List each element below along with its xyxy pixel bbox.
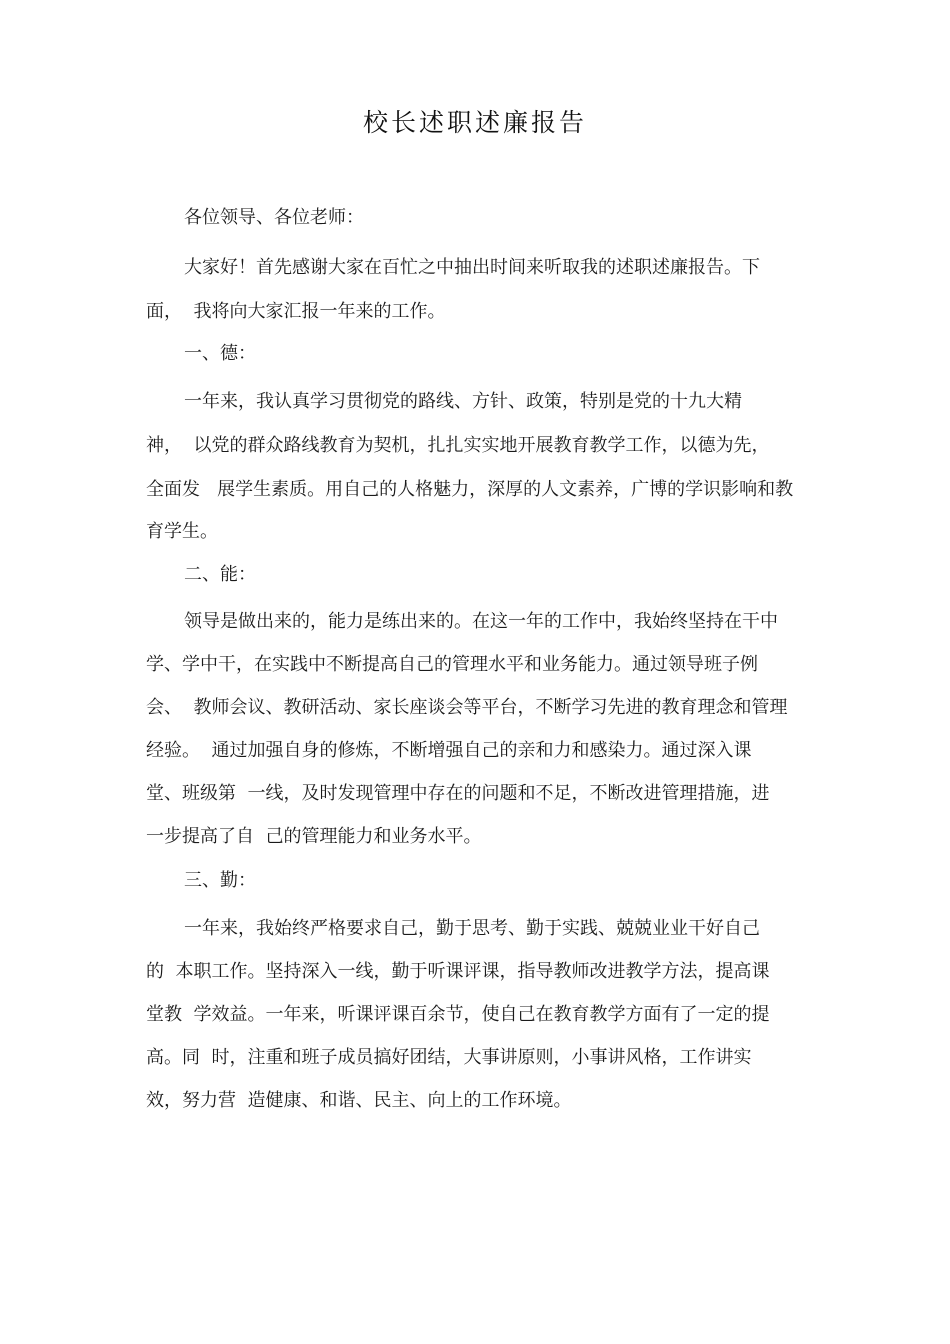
document-title: 校长述职述廉报告 <box>362 108 587 137</box>
section-3-line-1: 一年来，我始终严格要求自己，勤于思考、勤于实践、兢兢业业干好自己 <box>184 918 760 939</box>
section-1-line-2: 神， 以党的群众路线教育为契机，扎扎实实地开展教育教学工作，以德为先， <box>146 435 770 456</box>
salutation: 各位领导、各位老师： <box>184 207 364 228</box>
section-1-line-3: 全面发 展学生素质。用自己的人格魅力，深厚的人文素养，广博的学识影响和教 <box>146 479 794 500</box>
section-3-line-2: 的 本职工作。坚持深入一线，勤于听课评课，指导教师改进教学方法，提高课 <box>146 961 770 982</box>
section-2-line-1: 领导是做出来的，能力是练出来的。在这一年的工作中，我始终坚持在干中 <box>184 611 778 632</box>
section-2-line-3: 会、 教师会议、教研活动、家长座谈会等平台，不断学习先进的教育理念和管理 <box>146 697 788 718</box>
section-1-line-1: 一年来，我认真学习贯彻党的路线、方针、政策，特别是党的十九大精 <box>184 391 742 412</box>
section-2-line-4: 经验。 通过加强自身的修炼，不断增强自己的亲和力和感染力。通过深入课 <box>146 740 752 761</box>
section-heading-qin: 三、勤： <box>184 870 256 891</box>
section-heading-de: 一、德： <box>184 343 256 364</box>
section-3-line-3: 堂教 学效益。一年来，听课评课百余节，使自己在教育教学方面有了一定的提 <box>146 1004 770 1025</box>
intro-line-2: 面， 我将向大家汇报一年来的工作。 <box>146 301 446 322</box>
intro-line-1: 大家好！首先感谢大家在百忙之中抽出时间来听取我的述职述廉报告。下 <box>184 257 760 278</box>
section-heading-neng: 二、能： <box>184 564 256 585</box>
section-2-line-2: 学、学中干，在实践中不断提高自己的管理水平和业务能力。通过领导班子例 <box>146 654 758 675</box>
section-3-line-4: 高。同 时，注重和班子成员搞好团结，大事讲原则，小事讲风格，工作讲实 <box>146 1047 752 1068</box>
section-3-line-5: 效，努力营 造健康、和谐、民主、向上的工作环境。 <box>146 1090 572 1111</box>
section-2-line-5: 堂、班级第 一线，及时发现管理中存在的问题和不足，不断改进管理措施，进 <box>146 783 770 804</box>
section-1-line-4: 育学生。 <box>146 521 218 542</box>
section-2-line-6: 一步提高了自 己的管理能力和业务水平。 <box>146 826 482 847</box>
